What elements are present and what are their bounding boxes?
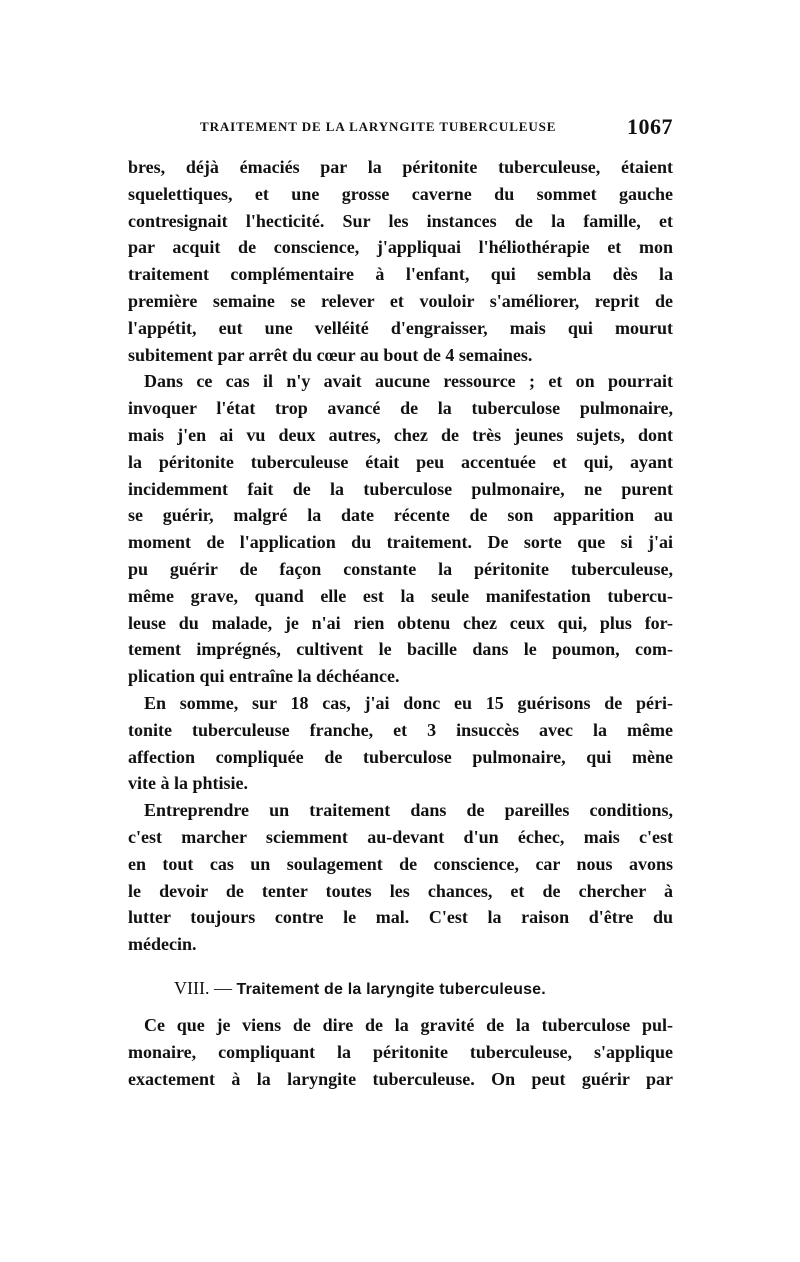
- text-line: lutter toujours contre le mal. C'est la raison d'être du: [128, 907, 673, 928]
- text-line: invoquer l'état trop avancé de la tuberculose pulmonaire,: [128, 398, 673, 419]
- text-line: Ce que je viens de dire de la gravité de la tuberculose pul-: [144, 1014, 673, 1035]
- text-line: exactement à la laryngite tuberculeuse. On peut guérir par: [128, 1068, 673, 1089]
- text-line: subitement par arrêt du cœur au bout de 4 semaines.: [128, 344, 533, 365]
- text-line: en tout cas un soulagement de conscience, car nous avons: [128, 853, 673, 874]
- text-line: bres, déjà émaciés par la péritonite tuberculeuse, étaient: [128, 157, 673, 177]
- text-line: la péritonite tuberculeuse était peu accentuée et qui, ayant: [128, 451, 673, 472]
- text-line: le devoir de tenter toutes les chances, et de chercher à: [128, 880, 673, 901]
- paragraph: [128, 368, 673, 690]
- text-line: moment de l'application du traitement. De sorte que si j'ai: [128, 532, 673, 553]
- body-text: [128, 154, 673, 1092]
- paragraph: [128, 690, 673, 797]
- text-line: contresignait l'hecticité. Sur les instances de la famille, et: [128, 210, 673, 231]
- text-line: Dans ce cas il n'y avait aucune ressource ; et on pourrait: [144, 371, 673, 392]
- text-line: première semaine se relever et vouloir s'améliorer, reprit de: [128, 290, 673, 311]
- running-head: [128, 114, 673, 144]
- paragraph: [128, 797, 673, 958]
- text-line: tonite tuberculeuse franche, et 3 insuccès avec la même: [128, 719, 673, 740]
- section-number: VIII. —: [174, 977, 232, 998]
- text-line: leuse du malade, je n'ai rien obtenu chez ceux qui, plus for-: [128, 612, 673, 633]
- text-line: c'est marcher sciemment au-devant d'un échec, mais c'est: [128, 826, 673, 847]
- text-line: affection compliquée de tuberculose pulmonaire, qui mène: [128, 746, 673, 767]
- text-line: mais j'en ai vu deux autres, chez de très jeunes sujets, dont: [128, 424, 673, 445]
- text-line: plication qui entraîne la déchéance.: [128, 666, 400, 687]
- text-line: pu guérir de façon constante la péritonite tuberculeuse,: [128, 558, 673, 579]
- text-line: se guérir, malgré la date récente de son apparition au: [128, 505, 673, 526]
- text-line: traitement complémentaire à l'enfant, qui sembla dès la: [128, 264, 673, 285]
- text-line: Entreprendre un traitement dans de pareilles conditions,: [144, 800, 673, 821]
- text-line: En somme, sur 18 cas, j'ai donc eu 15 guérisons de péri-: [144, 692, 673, 713]
- text-line: incidemment fait de la tuberculose pulmonaire, ne purent: [128, 478, 673, 499]
- text-line: tement imprégnés, cultivent le bacille dans le poumon, com-: [128, 639, 673, 660]
- section-heading: [128, 974, 673, 1002]
- text-line: monaire, compliquant la péritonite tuberculeuse, s'applique: [128, 1041, 673, 1062]
- paragraph: [128, 1012, 673, 1092]
- page-number: 1067: [627, 114, 673, 139]
- section-title: Traitement de la laryngite tuberculeuse.: [236, 980, 546, 998]
- text-line: même grave, quand elle est la seule manifestation tubercu-: [128, 585, 673, 606]
- text-line: l'appétit, eut une velléité d'engraisser, mais qui mourut: [128, 317, 673, 338]
- text-line: par acquit de conscience, j'appliquai l'héliothérapie et mon: [128, 237, 673, 258]
- paragraph-continuation: [128, 154, 673, 368]
- text-line: vite à la phtisie.: [128, 773, 248, 794]
- text-line: médecin.: [128, 934, 197, 955]
- text-line: squelettiques, et une grosse caverne du sommet gauche: [128, 183, 673, 204]
- running-title: TRAITEMENT DE LA LARYNGITE TUBERCULEUSE: [200, 119, 557, 134]
